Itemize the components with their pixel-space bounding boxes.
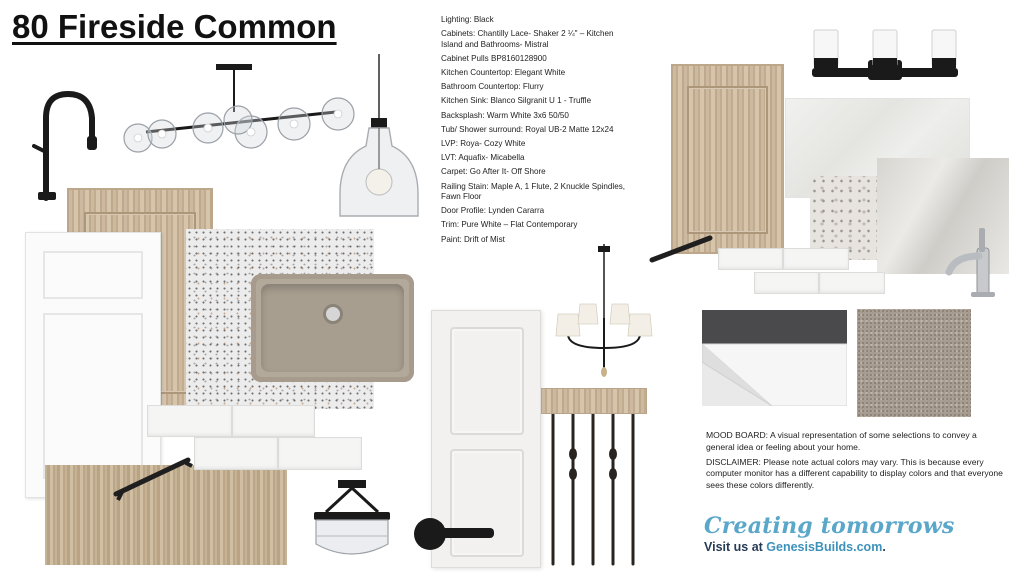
spec-trim: Trim: Pure White – Flat Contemporary — [441, 220, 578, 230]
spec-lvt: LVT: Aquafix- Micabella — [441, 153, 525, 163]
bath-tile — [819, 272, 885, 294]
bathroom-pull-image — [646, 228, 716, 268]
railing-spindles-image — [541, 414, 647, 566]
spec-kitchen-countertop: Kitchen Countertop: Elegant White — [441, 68, 566, 77]
railing-stain-swatch — [541, 388, 647, 414]
backsplash-tile — [278, 437, 362, 470]
bath-faucet-image — [945, 222, 1003, 298]
brand-tagline: Creating tomorrows — [704, 513, 955, 539]
visit-suffix: . — [882, 540, 886, 554]
spec-door-profile: Door Profile: Lynden Cararra — [441, 206, 545, 216]
kitchen-faucet-image — [28, 88, 100, 203]
backsplash-tile — [147, 405, 232, 437]
spec-cabinet-pulls: Cabinet Pulls BP8160128900 — [441, 53, 547, 63]
glass-pendant-image — [336, 54, 422, 220]
backsplash-tile — [232, 405, 315, 437]
visit-line — [704, 540, 954, 554]
bath-tile — [754, 272, 819, 294]
kitchen-sink-image — [251, 274, 414, 382]
bath-tile — [783, 248, 849, 270]
chandelier-image — [116, 62, 366, 162]
spec-tub-shower: Tub/ Shower surround: Royal UB-2 Matte 12x24 — [441, 124, 614, 134]
brand-block — [704, 513, 954, 554]
mood-board-text: MOOD BOARD: A visual representation of some selections to convey a general idea or feeling about your home. — [706, 430, 977, 452]
website-link[interactable]: GenesisBuilds.com — [766, 540, 883, 554]
door-lever-image — [408, 510, 498, 556]
flush-mount-light-image — [308, 478, 396, 562]
backsplash-tile — [194, 437, 278, 470]
disclaimer-text: DISCLAIMER: Please note actual colors may vary. This is because every computer monitor has a different capability to display colors and that everyone sees these colors differently. — [706, 456, 1003, 491]
spec-lvp: LVP: Roya- Cozy White — [441, 139, 526, 149]
visit-prefix: Visit us at — [704, 540, 767, 554]
selection-list — [441, 13, 631, 247]
mistral-cabinet-door — [671, 64, 784, 254]
spec-lighting: Lighting: Black — [441, 15, 494, 24]
spec-backsplash: Backsplash: Warm White 3x6 50/50 — [441, 110, 569, 120]
mood-board-notes — [706, 430, 1006, 495]
bath-tile — [718, 248, 783, 270]
shaded-chandelier-image — [552, 244, 656, 378]
paint-trim-swatch — [702, 310, 847, 406]
spec-bathroom-countertop: Bathroom Countertop: Flurry — [441, 82, 544, 92]
paint-color-swatch — [702, 310, 847, 344]
spec-railing-stain: Railing Stain: Maple A, 1 Flute, 2 Knuckle Spindles, Fawn Floor — [441, 181, 626, 202]
spec-paint: Paint: Drift of Mist — [441, 234, 505, 244]
cabinet-pull-image — [108, 452, 196, 502]
carpet-swatch — [857, 309, 971, 417]
spec-carpet: Carpet: Go After It- Off Shore — [441, 167, 546, 177]
spec-cabinets: Cabinets: Chantilly Lace- Shaker 2 ¼" – Kitchen Island and Bathrooms- Mistral — [441, 29, 614, 49]
page-title: 80 Fireside Common — [12, 8, 337, 45]
vanity-light-image — [810, 28, 960, 84]
spec-kitchen-sink: Kitchen Sink: Blanco Silgranit U 1 - Truffle — [441, 96, 592, 106]
